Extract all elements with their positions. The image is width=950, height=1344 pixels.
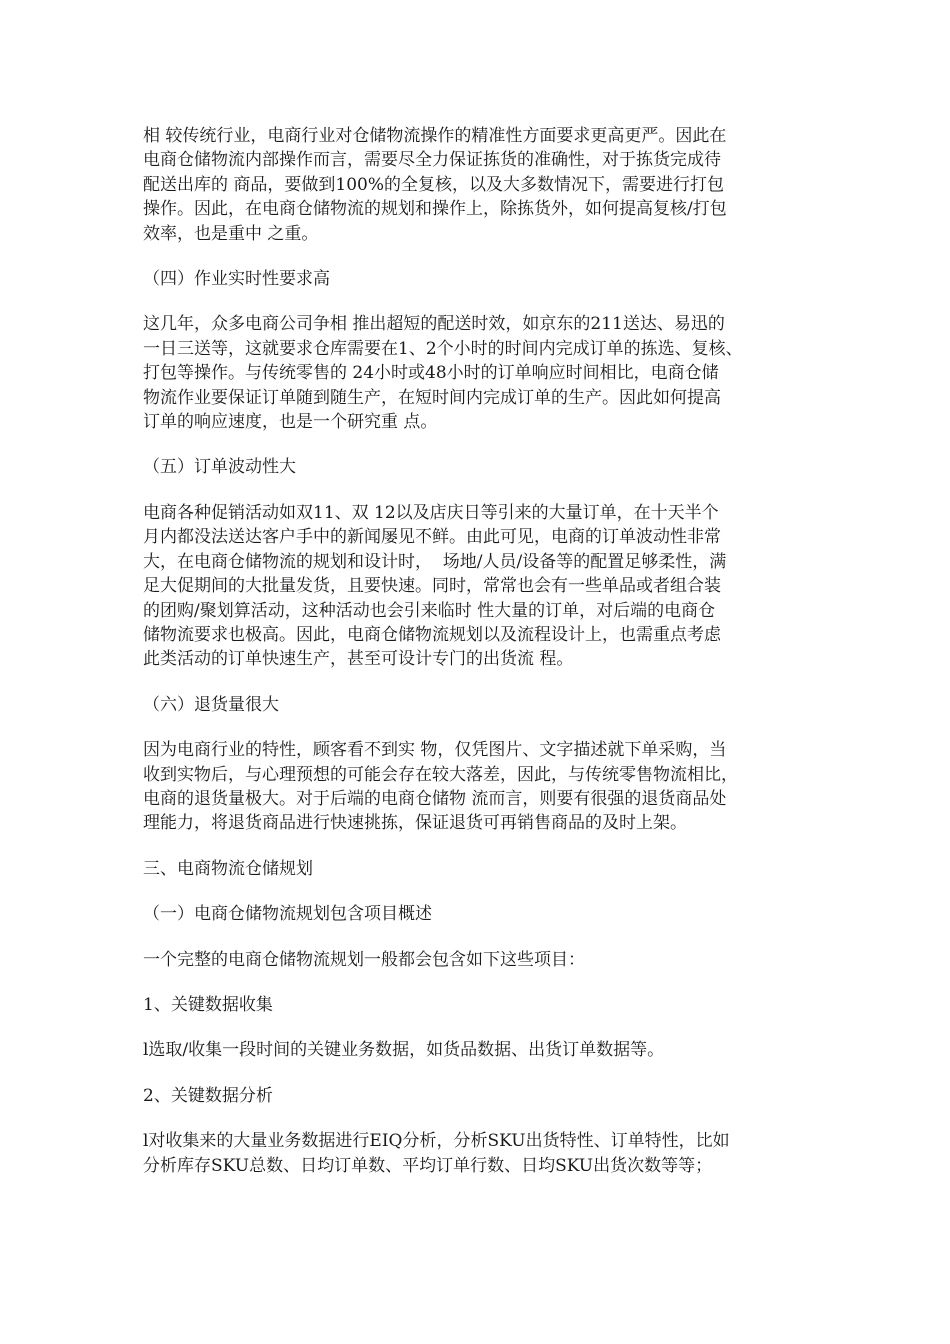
chapter-heading-planning: 三、电商物流仓储规划 <box>143 858 313 879</box>
paragraph-precision <box>143 124 823 246</box>
text-line: 理能力，将退货商品进行快速挑拣，保证退货可再销售商品的及时上架。 <box>143 813 687 834</box>
text-line: 因为电商行业的特性，顾客看不到实 物，仅凭图片、文字描述就下单采购，当 <box>143 740 727 761</box>
section-heading-volatility: （五）订单波动性大 <box>143 457 296 478</box>
section-heading-returns: （六）退货量很大 <box>143 694 279 715</box>
section-heading-overview: （一）电商仓储物流规划包含项目概述 <box>143 904 432 925</box>
text-line: 电商的退货量极大。对于后端的电商仓储物 流而言，则要有很强的退货商品处 <box>143 788 727 809</box>
text-line: 电商仓储物流内部操作而言，需要尽全力保证拣货的准确性，对于拣货完成待 <box>143 150 721 171</box>
paragraph-returns <box>143 738 823 836</box>
text-line: 的团购/聚划算活动，这种活动也会引来临时 性大量的订单，对后端的电商仓 <box>143 600 716 621</box>
text-line: 一日三送等，这就要求仓库需要在1、2个小时的时间内完成订单的拣选、复核、 <box>143 338 743 359</box>
paragraph-realtime <box>143 312 823 434</box>
bullet-data-collection: l选取/收集一段时间的关键业务数据，如货品数据、出货订单数据等。 <box>143 1040 665 1061</box>
intro-sentence: 一个完整的电商仓储物流规划一般都会包含如下这些项目： <box>143 949 585 970</box>
text-line: 操作。因此，在电商仓储物流的规划和操作上，除拣货外，如何提高复核/打包 <box>143 199 727 220</box>
text-line: 效率，也是重中 之重。 <box>143 223 319 244</box>
text-line: 收到实物后，与心理预想的可能会存在较大落差，因此，与传统零售物流相比， <box>143 764 738 785</box>
text-line: 分析库存SKU总数、日均订单数、平均订单行数、日均SKU出货次数等等； <box>143 1155 713 1176</box>
text-line: 这几年，众多电商公司争相 推出超短的配送时效，如京东的211送达、易迅的 <box>143 314 725 335</box>
text-line: 足大促期间的大批量发货，且要快速。同时，常常也会有一些单品或者组合装 <box>143 576 721 597</box>
text-line: 大，在电商仓储物流的规划和设计时， 场地/人员/设备等的配置足够柔性，满 <box>143 551 727 572</box>
text-line: 配送出库的 商品，要做到100%的全复核，以及大多数情况下，需要进行打包 <box>143 174 725 195</box>
text-line: 打包等操作。与传统零售的 24小时或48小时的订单响应时间相比，电商仓储 <box>143 363 719 384</box>
text-line: 储物流要求也极高。因此，电商仓储物流规划以及流程设计上，也需重点考虑 <box>143 624 721 645</box>
text-line: 物流作业要保证订单随到随生产，在短时间内完成订单的生产。因此如何提高 <box>143 387 721 408</box>
text-line: 月内都没法送达客户手中的新闻屡见不鲜。由此可见，电商的订单波动性非常 <box>143 527 721 548</box>
paragraph-volatility <box>143 501 823 672</box>
text-line: 此类活动的订单快速生产，甚至可设计专门的出货流 程。 <box>143 649 574 670</box>
text-line: 订单的响应速度，也是一个研究重 点。 <box>143 412 438 433</box>
item-heading-data-analysis: 2、关键数据分析 <box>143 1085 273 1106</box>
section-heading-realtime: （四）作业实时性要求高 <box>143 269 330 290</box>
text-line: 电商各种促销活动如双11、双 12以及店庆日等引来的大量订单，在十天半个 <box>143 502 719 523</box>
text-line: 相 较传统行业，电商行业对仓储物流操作的精准性方面要求更高更严。因此在 <box>143 126 727 146</box>
bullet-data-analysis <box>143 1129 823 1178</box>
item-heading-data-collection: 1、关键数据收集 <box>143 994 273 1015</box>
document-page <box>143 124 823 1178</box>
text-line: l对收集来的大量业务数据进行EIQ分析，分析SKU出货特性、订单特性，比如 <box>143 1131 730 1152</box>
